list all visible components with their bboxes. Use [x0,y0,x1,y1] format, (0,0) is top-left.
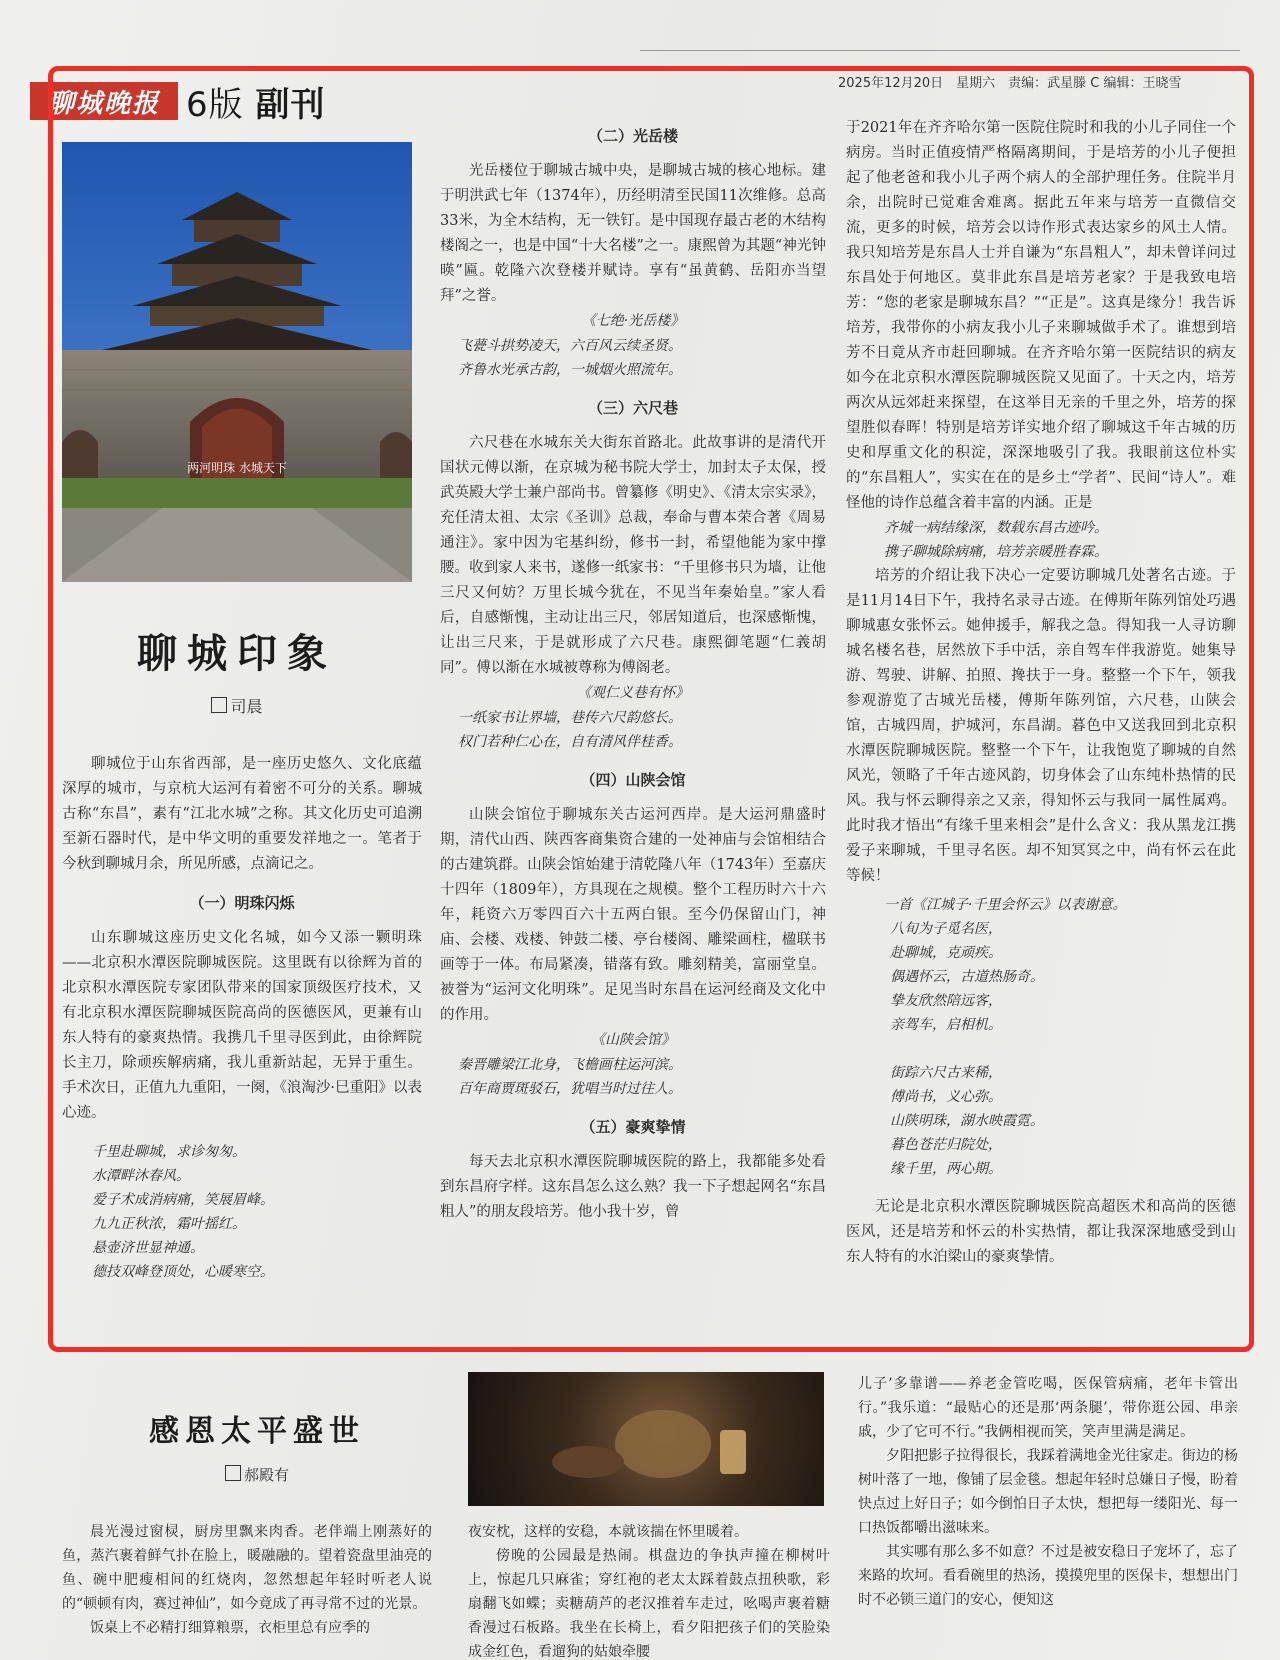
dateline: 2025年12月20日 星期六 责编：武星滕 C 编辑：王晓雪 [838,76,1182,91]
section-4-poem [440,1053,826,1101]
second-paragraph: 其实哪有那么多不如意？不过是被安稳日子宠坏了，忘了来路的坎坷。看看碗里的热汤，摸摸兜里的医保卡，想想出门时不必锁三道门的安心，便知这 [858,1544,1238,1608]
poem-line: 亲驾车，启相机。 [890,1017,1002,1033]
jiangchengzi-poem [846,917,1236,1181]
column-left [62,752,422,1284]
poem-line: 一纸家书让界墙，巷传六尺韵悠长。 [458,710,682,726]
section-1-heading: （一）明珠闪烁 [189,894,295,912]
second-paragraph: 傍晚的公园最是热闹。棋盘边的争执声撞在柳树叶上，惊起几只麻雀；穿红袍的老太太踩着鼓点扭秧歌，彩扇翻飞如蝶；卖糖葫芦的老汉推着车走过，吆喝声裹着糖香漫过石板路。我坐在长椅上，看夕阳把孩子们的笑脸染成金红色，看遛狗的姑娘牵腰 [468,1548,830,1660]
poem-line: 九九正秋浓，霜叶摇红。 [92,1216,246,1232]
page-number: 6版 [186,84,244,125]
poem-line: 携子聊城除病痛，培芳亲暖胜春霖。 [884,544,1108,560]
poem-line: 秦晋雕梁江北身，飞檐画柱运河滨。 [458,1057,682,1073]
poem-line: 赴聊城，克顽疾。 [890,945,1002,961]
photo-banner: 两河明珠 水城天下 [187,461,287,475]
section-5-paragraph: 每天去北京积水潭医院聊城医院的路上，我都能多处看到东昌府字样。这东昌怎么这么熟？我一下子想起网名“东昌粗人”的朋友段培芳。他小我十岁，曾 [440,1154,826,1220]
section-2-poem-title: 《七绝·光岳楼》 [581,313,685,329]
section-3-poem [440,706,826,754]
article-title: 聊城印象 [137,630,337,677]
poem-line: 千里赴聊城，求诊匆匆。 [92,1144,246,1160]
section-1-poem [62,1140,422,1284]
second-paragraph: 儿子’多靠谱——养老金管吃喝，医保管病痛，老年卡管出行。”我乐道：“最贴心的还是那‘两条腿’，带你逛公园、串亲戚，少了它可不行。”我俩相视而笑，笑声里满是满足。 [858,1376,1238,1440]
second-paragraph: 晨光漫过窗棂，厨房里飘来肉香。老伴端上刚蒸好的鱼，蒸汽裹着鲜气扑在脸上，暖融融的。望着瓷盘里油亮的鱼、碗中肥瘦相间的红烧肉，忽然想起年轻时听老人说的“顿顿有肉，赛过神仙”，如今竟成了再寻常不过的光景。 [62,1524,432,1612]
poem-line: 齐鲁水光承古韵，一城烟火照流年。 [458,362,682,378]
intro-paragraph: 聊城位于山东省西部，是一座历史悠久、文化底蕴深厚的城市，与京杭大运河有着密不可分的关系。聊城古称“东昌”，素有“江北水城”之称。其文化历史可追溯至新石器时代，是中华文明的重要发祥地之一。笔者于今秋到聊城月余，所见所感，点滴记之。 [62,756,422,872]
masthead [30,80,326,125]
couplet [846,516,1236,564]
top-rule [640,50,1240,51]
tower-photo [62,142,412,582]
poem-line: 德技双峰登顶处，心暖寒空。 [92,1264,274,1280]
poem-line: 悬壶济世显神通。 [92,1240,204,1256]
second-article-byline: 郝殿有 [62,1464,452,1485]
second-paragraph: 夕阳把影子拉得很长，我踩着满地金光往家走。街边的杨树叶落了一地，像铺了层金毯。想起年轻时总嫌日子慢，盼着快点过上好日子；如今倒怕日子太快，想把每一缕阳光、每一口热饭都嚼出滋味来。 [858,1448,1238,1536]
poem-line: 傅尚书，义心弥。 [890,1089,1002,1105]
section-2-heading: （二）光岳楼 [587,127,678,145]
section-4-paragraph: 山陕会馆位于聊城东关古运河西岸。是大运河鼎盛时期，清代山西、陕西客商集资合建的一处神庙与会馆相结合的古建筑群。山陕会馆始建于清乾隆八年（1743年）至嘉庆十四年（1809年），方具现在之规模。整个工程历时六十六年，耗资六万零四百六十五两白银。至今仍保留山门，神庙、会楼、戏楼、钟鼓二楼、亭台楼阁、雕梁画柱，楹联书画等于一体。布局紧凑，错落有致。雕刻精美，富丽堂皇。被誉为“运河文化明珠”。足见当时东昌在运河经商及文化中的作用。 [440,807,826,1023]
second-paragraph: 夜安枕，这样的安稳，本就该揣在怀里暖着。 [468,1524,748,1540]
column-right [846,116,1236,1270]
section-name: 副刊 [255,84,326,125]
second-column-right [858,1372,1238,1612]
section-5-heading: （五）豪爽挚情 [580,1118,686,1136]
poem-line: 百年商贾斑驳石，犹唱当时过往人。 [458,1081,682,1097]
second-column-middle [468,1520,830,1660]
poem-line: 飞甍斗拱势凌天，六百风云续圣贤。 [458,338,682,354]
section-1-paragraph: 山东聊城这座历史文化名城，如今又添一颗明珠——北京积水潭医院聊城医院。这里既有以徐辉为首的北京积水潭医院专家团队带来的国家顶级医疗技术，又有北京积水潭医院聊城医院高尚的医德医风，更兼有山东人特有的豪爽热情。我携几千里寻医到此，由徐辉院长主刀，除顽疾解病痛，我儿重新站起，无异于重生。手术次日，正值九九重阳，一阕，《浪淘沙·巳重阳》以表心迹。 [62,930,422,1121]
second-column-left [62,1520,432,1640]
section-4-poem-title: 《山陕会馆》 [591,1032,675,1048]
newspaper-logo: 聊城晚报 [30,82,178,120]
poem-line: 水潭畔沐春风。 [92,1168,190,1184]
continued-paragraph: 于2021年在齐齐哈尔第一医院住院时和我的小儿子同住一个病房。当时正值疫情严格隔离期间，于是培芳的小儿子便担起了他老爸和我小儿子两个病人的全部护理任务。住院半月余，出院时已觉难舍难离。据此五年来与培芳一直微信交流，更多的时候，培芳会以诗作形式表达家乡的风土人情。我只知培芳是东昌人士并自谦为“东昌粗人”，却未曾详问过东昌处于何地区。莫非此东昌是培芳老家？于是我致电培芳：“您的老家是聊城东昌？”“正是”。这真是缘分！我告诉培芳，我带你的小病友我小儿子来聊城做手术了。谁想到培芳不日竟从齐市赶回聊城。在齐齐哈尔第一医院结识的病友如今在北京积水潭医院聊城医院又见面了。十天之内，培芳两次从远郊赶来探望，在这举目无亲的千里之外，培芳的探望胜似春晖！特别是培芳详实地介绍了聊城这千年古城的历史和厚重文化的积淀，深深地吸引了我。我眼前这位朴实的“东昌粗人”，实实在在的是乡土“学者”、民间“诗人”。难怪他的诗作总蕴含着丰富的内涵。正是 [846,120,1236,511]
tower-illustration [62,142,412,582]
section-3-paragraph: 六尺巷在水城东关大街东首路北。此故事讲的是清代开国状元傅以渐，在京城为秘书院大学士，加封太子太保，授武英殿大学士兼户部尚书。曾纂修《明史》、《清太宗实录》，充任清太祖、太宗《圣训》总裁，奉命与曹本荣合著《周易通注》。家中因为宅基纠纷，修书一封，希望他能为家中撑腰。收到家人来书，遂修一纸家书：“千里修书只为墙，让他三尺又何妨？万里长城今犹在，不见当年秦始皇。”家人看后，自感惭愧，主动让出三尺，邻居知道后，也深感惭愧，让出三尺来，于是就形成了六尺巷。康熙御笔题“仁義胡同”。傅以渐在水城被尊称为傅阁老。 [440,435,826,676]
poem-line: 偶遇怀云，古道热肠奇。 [890,969,1044,985]
poem-line: 齐城一病结缘深，数载东昌古迹吟。 [884,520,1108,536]
visit-paragraph: 培芳的介绍让我下决心一定要访聊城几处著名古迹。于是11月14日下午，我持名录寻古迹。在傅斯年陈列馆处巧遇聊城惠女张怀云。她伸援手，解我之急。得知我一人寻访聊城名楼名巷，居然放下手中活，亲自驾车伴我游览。她集导游、驾驶、讲解、拍照、搀扶于一身。整整一个下午，领我参观游览了古城光岳楼，傅斯年陈列馆，六尺巷，山陕会馆，古城四周，护城河，东昌湖。暮色中又送我回到北京积水潭医院聊城医院。整整一个下午，让我饱览了聊城的自然风光，领略了千年古迹风韵，切身体会了山东纯朴热情的民风。我与怀云聊得亲之又亲，得知怀云与我同一属性属鸡。此时我才悟出“有缘千里来相会”是什么含义：我从黑龙江携爱子来聊城，千里寻名医。却不知冥冥之中，尚有怀云在此等候！ [846,568,1236,884]
poem-line: 暮色苍茫归院处， [890,1137,1002,1153]
page-label [186,77,325,126]
poem-line: 街踪六尺古来稀， [890,1065,1002,1081]
section-2-paragraph: 光岳楼位于聊城古城中央，是聊城古城的核心地标。建于明洪武七年（1374年），历经明清至民国11次维修。总高33米，为全木结构，无一铁钉。是中国现存最古老的木结构楼阁之一，也是中国“十大名楼”之一。康熙曾为其题“神光钟暎”匾。乾隆六次登楼并赋诗。享有“虽黄鹤、岳阳亦当望拜”之誉。 [440,163,826,304]
second-article-title: 感恩太平盛世 [149,1414,365,1449]
closing-paragraph: 无论是北京积水潭医院聊城医院高超医术和高尚的医德医风，还是培芳和怀云的朴实热情，都让我深深地感受到山东人特有的水泊梁山的豪爽挚情。 [846,1199,1236,1265]
article-byline: 司晨 [62,694,412,717]
poem-line: 权门若种仁心在，自有清风伴桂香。 [458,734,682,750]
poem-line: 缘千里，两心期。 [890,1161,1002,1177]
tea-illustration [468,1372,824,1506]
section-3-heading: （三）六尺巷 [587,399,678,417]
column-middle [440,124,826,1225]
section-4-heading: （四）山陕会馆 [580,771,686,789]
tea-photo [468,1372,824,1506]
second-paragraph: 饭桌上不必精打细算粮票，衣柜里总有应季的 [90,1620,370,1636]
poem-line: 爱子术成消病痛，笑展眉峰。 [92,1192,274,1208]
poem-line: 八旬为子觅名医， [890,921,1002,937]
section-2-poem [440,334,826,382]
section-3-poem-title: 《观仁义巷有怀》 [577,685,689,701]
poem-line: 山陕明珠，湖水映霞霓。 [890,1113,1044,1129]
poem-line: 挚友欣然陪远客， [890,993,1002,1009]
poem-line [890,1037,1236,1061]
poem-intro: 一首《江城子·千里会怀云》以表谢意。 [884,897,1127,913]
